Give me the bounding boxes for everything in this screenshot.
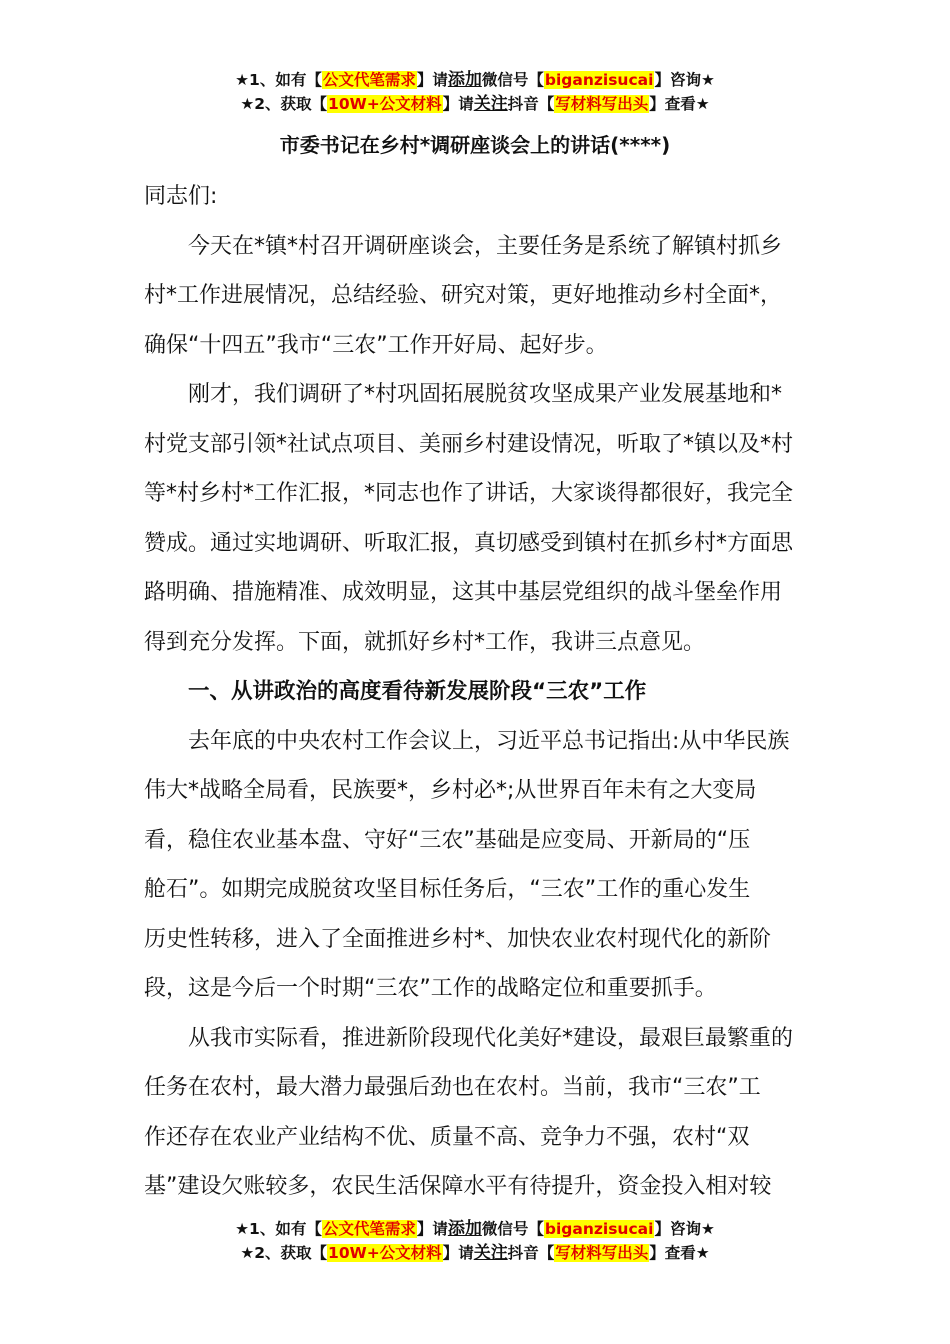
promo-highlight: 公文代笔需求 [322, 71, 416, 89]
text-line: 伟大*战略全局看，民族要*，乡村必*;从世界百年未有之大变局 [144, 778, 757, 803]
text-line: 段，这是今后一个时期“三农”工作的战略定位和重要抓手。 [144, 976, 717, 1001]
text-line: 作还存在农业产业结构不优、质量不高、竞争力不强，农村“双 [144, 1124, 750, 1150]
section-heading: 一、从讲政治的高度看待新发展阶段“三农”工作 [188, 679, 647, 704]
text-line: 得到充分发挥。下面，就抓好乡村*工作，我讲三点意见。 [144, 629, 706, 655]
promo-highlight: 10W+公文材料 [328, 1244, 442, 1262]
promo-text: 】咨询★ [654, 1220, 715, 1238]
promo-highlight: 写材料写出头 [555, 1244, 649, 1262]
promo-text: ★1、如有【 [235, 71, 322, 89]
document-title: 市委书记在乡村*调研座谈会上的讲话(****) [279, 133, 671, 157]
text-line: 路明确、措施精准、成效明显，这其中基层党组织的战斗堡垒作用 [144, 580, 783, 605]
promo-text: 】咨询★ [654, 71, 715, 89]
promo-text: ★1、如有【 [235, 1220, 322, 1238]
promo-highlight: 写材料写出头 [555, 95, 649, 113]
text-line: 村*工作进展情况，总结经验、研究对策，更好地推动乡村全面*， [144, 283, 783, 308]
promo-text: 微信号【 [481, 71, 544, 89]
promo-highlight: 10W+公文材料 [328, 95, 442, 113]
promo-highlight: biganzisucai [544, 71, 654, 89]
promo-text: 】查看★ [649, 95, 710, 113]
text-line: 确保“十四五”我市“三农”工作开好局、起好步。 [144, 332, 608, 358]
text-line: 赞成。通过实地调研、听取汇报，真切感受到镇村在抓乡村*方面思 [144, 530, 794, 556]
promo-highlight: 公文代笔需求 [322, 1220, 416, 1238]
promo-emphasis: 关注 [473, 1243, 508, 1263]
promo-line-2 [0, 1241, 950, 1265]
text-line: 今天在*镇*村召开调研座谈会，主要任务是系统了解镇村抓乡 [188, 233, 783, 259]
document-body [144, 172, 814, 1212]
text-line: 从我市实际看，推进新阶段现代化美好*建设，最艰巨最繁重的 [188, 1025, 794, 1051]
promo-emphasis: 关注 [473, 94, 508, 114]
promo-text: 】请 [442, 95, 474, 113]
promo-banner-top [0, 68, 950, 116]
promo-text: 】请 [416, 1220, 448, 1238]
promo-highlight: biganzisucai [544, 1220, 654, 1238]
text-line: 等*村乡村*工作汇报，*同志也作了讲话，大家谈得都很好，我完全 [144, 481, 794, 506]
text-line: 任务在农村，最大潜力最强后劲也在农村。当前，我市“三农”工 [144, 1075, 761, 1100]
text-line: 历史性转移，进入了全面推进乡村*、加快农业农村现代化的新阶 [144, 926, 772, 952]
promo-text: 抖音【 [507, 95, 555, 113]
promo-text: ★2、获取【 [240, 95, 328, 113]
text-line: 村党支部引领*社试点项目、美丽乡村建设情况，听取了*镇以及*村 [144, 431, 794, 457]
promo-banner-bottom [0, 1217, 950, 1265]
promo-emphasis: 添加 [447, 70, 482, 90]
promo-line-1 [0, 1217, 950, 1241]
promo-text: 抖音【 [507, 1244, 555, 1262]
promo-line-1 [0, 68, 950, 92]
text-line: 刚才，我们调研了*村巩固拓展脱贫攻坚成果产业发展基地和* [188, 382, 783, 407]
promo-text: 】请 [442, 1244, 474, 1262]
text-line: 基”建设欠账较多，农民生活保障水平有待提升，资金投入相对较 [144, 1174, 772, 1199]
text-line: 看，稳住农业基本盘、守好“三农”基础是应变局、开新局的“压 [144, 827, 751, 853]
promo-text: 】请 [416, 71, 448, 89]
promo-text: 微信号【 [481, 1220, 544, 1238]
promo-text: ★2、获取【 [240, 1244, 328, 1262]
promo-emphasis: 添加 [447, 1219, 482, 1239]
promo-line-2 [0, 92, 950, 116]
text-line: 舱石”。如期完成脱贫攻坚目标任务后，“三农”工作的重心发生 [144, 877, 751, 902]
promo-text: 】查看★ [649, 1244, 710, 1262]
text-line: 去年底的中央农村工作会议上，习近平总书记指出:从中华民族 [188, 728, 790, 754]
salutation: 同志们: [144, 184, 218, 209]
